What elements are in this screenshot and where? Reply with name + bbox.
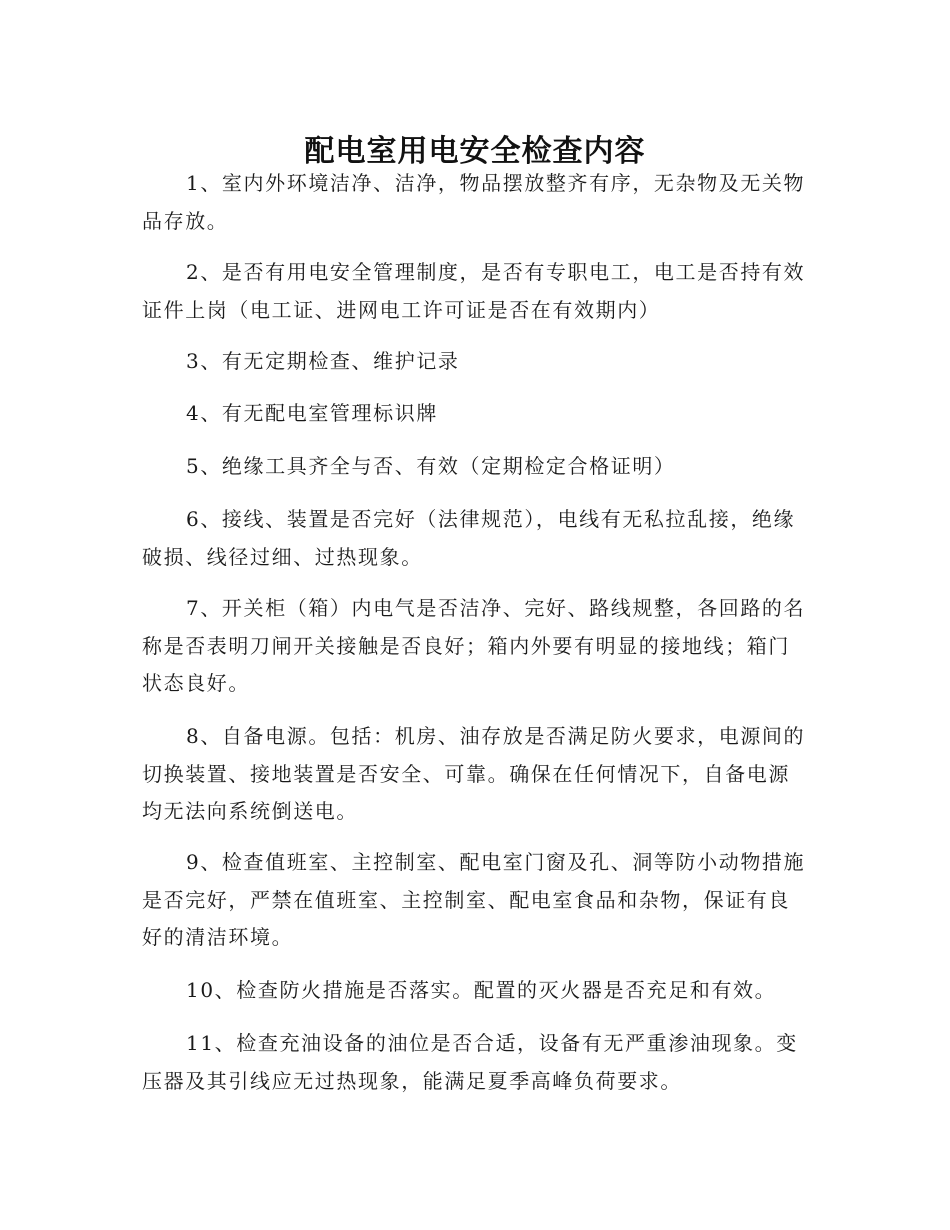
checklist-item-3: 3、有无定期检查、维护记录: [186, 349, 460, 373]
checklist-item-7: 7、开关柜（箱）内电气是否洁净、完好、路线规整，各回路的名称是否表明刀闸开关接触是否良好；箱内外要有明显的接地线；箱门状态良好。: [142, 596, 806, 695]
checklist-item-5: 5、绝缘工具齐全与否、有效（定期检定合格证明）: [186, 454, 676, 478]
checklist-item-9: 9、检查值班室、主控制室、配电室门窗及孔、洞等防小动物措施是否完好，严禁在值班室、主控制室、配电室食品和杂物，保证有良好的清洁环境。: [142, 850, 806, 949]
checklist-item-4: 4、有无配电室管理标识牌: [186, 401, 438, 425]
checklist-item-8: 8、自备电源。包括：机房、油存放是否满足防火要求，电源间的切换装置、接地装置是否安全、可靠。确保在任何情况下，自备电源均无法向系统倒送电。: [142, 724, 806, 823]
checklist-item-11: 11、检查充油设备的油位是否合适，设备有无严重渗油现象。变压器及其引线应无过热现象，能满足夏季高峰负荷要求。: [142, 1031, 798, 1093]
checklist-item-2: 2、是否有用电安全管理制度，是否有专职电工，电工是否持有效证件上岗（电工证、进网电工许可证是否在有效期内）: [142, 260, 806, 322]
checklist-item-10: 10、检查防火措施是否落实。配置的灭火器是否充足和有效。: [186, 978, 777, 1002]
document-title: 配电室用电安全检查内容: [304, 134, 646, 170]
checklist-item-1: 1、室内外环境洁净、洁净，物品摆放整齐有序，无杂物及无关物品存放。: [142, 171, 806, 233]
checklist-item-6: 6、接线、装置是否完好（法律规范），电线有无私拉乱接，绝缘破损、线径过细、过热现象。: [142, 507, 796, 569]
